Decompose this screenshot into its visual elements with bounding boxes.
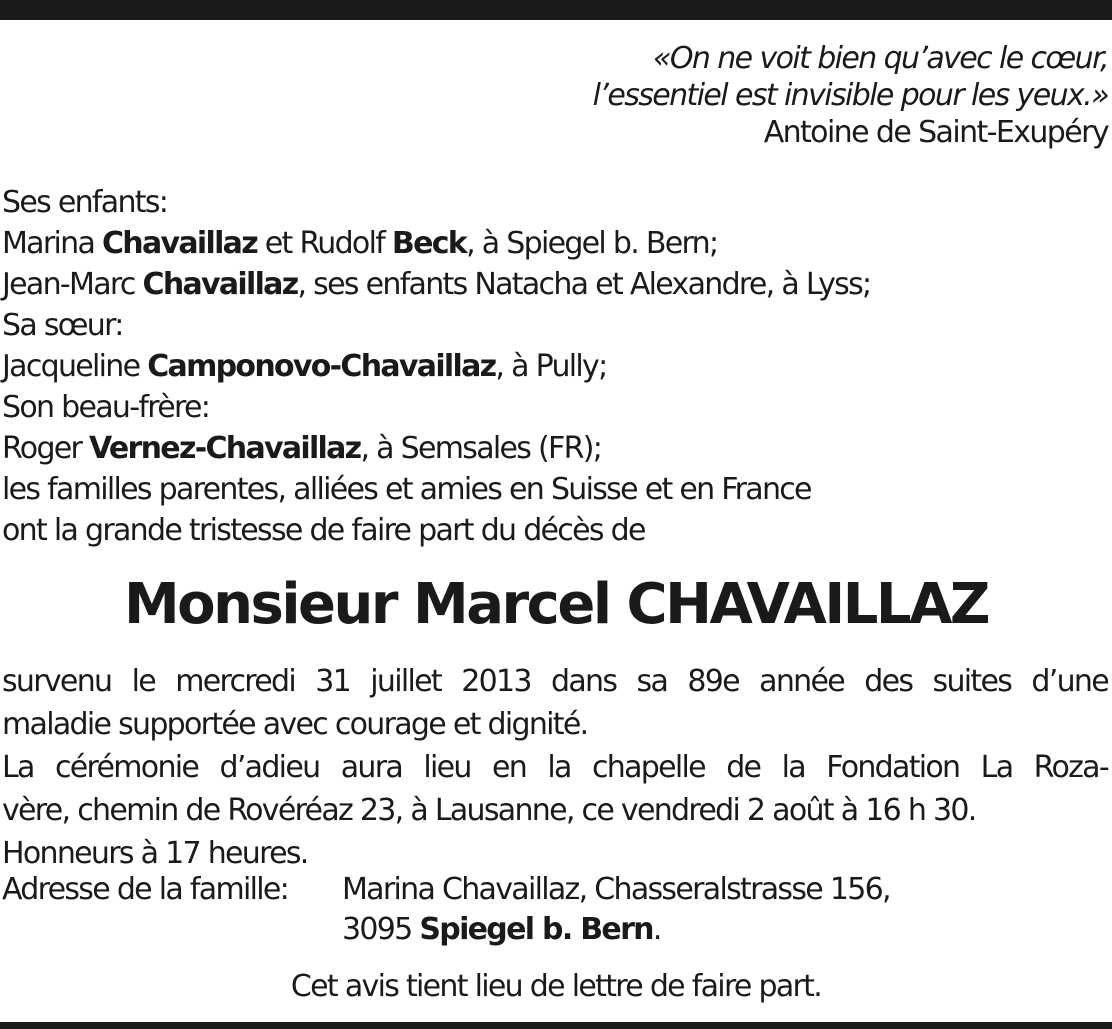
address-label: Adresse de la famille: — [2, 872, 289, 907]
location: , ses enfants Natacha et Alexandre, à Lyss; — [297, 267, 871, 302]
sister-heading: Sa sœur: — [2, 308, 123, 343]
city: Spiegel b. Bern — [419, 912, 653, 947]
child-2 — [2, 264, 870, 305]
first-name: Jean-Marc — [2, 267, 143, 302]
details-line-3: La cérémonie d’adieu aura lieu en la chapelle de la Fondation La Roza- — [2, 750, 1108, 785]
details-line-2: maladie supportée avec courage et dignité. — [2, 707, 588, 742]
family-list — [2, 182, 870, 551]
bottom-rule — [0, 1022, 1112, 1029]
address-line-2 — [342, 910, 661, 950]
address-end: . — [652, 912, 661, 947]
top-rule — [0, 0, 1112, 20]
details-line-5: Honneurs à 17 heures. — [2, 836, 308, 871]
closing-note: Cet avis tient lieu de lettre de faire part. — [290, 969, 822, 1004]
child-1 — [2, 223, 870, 264]
quote-author: Antoine de Saint-Exupéry — [763, 115, 1108, 150]
details-line-4: vère, chemin de Rovéréaz 23, à Lausanne, ce vendredi 2 août à 16 h 30. — [2, 793, 976, 828]
relatives-line: les familles parentes, alliées et amies en Suisse et en France — [2, 472, 811, 507]
first-name: Jacqueline — [2, 349, 148, 384]
quote-line-1: «On ne voit bien qu’avec le cœur, — [652, 41, 1108, 76]
brother-in-law-heading: Son beau-frère: — [2, 390, 210, 425]
brother-in-law — [2, 428, 870, 469]
surname: Vernez-Chavaillaz — [89, 431, 361, 466]
location: , à Pully; — [495, 349, 607, 384]
postcode: 3095 — [342, 912, 420, 947]
location: , à Spiegel b. Bern; — [466, 226, 718, 261]
first-name: Roger — [2, 431, 90, 466]
details-line-1: survenu le mercredi 31 juillet 2013 dans sa 89e année des suites d’une — [2, 664, 1108, 699]
surname: Beck — [391, 226, 467, 261]
location: , à Semsales (FR); — [360, 431, 602, 466]
deceased-name: Monsieur Marcel CHAVAILLAZ — [123, 572, 989, 637]
epigraph — [593, 40, 1108, 151]
announcement-line: ont la grande tristesse de faire part du décès de — [2, 513, 645, 548]
sister — [2, 346, 870, 387]
connector: et Rudolf — [256, 226, 392, 261]
surname: Chavaillaz — [101, 226, 257, 261]
details-block — [2, 660, 1108, 875]
address-line-1: Marina Chavaillaz, Chasseralstrasse 156, — [342, 872, 890, 907]
first-name: Marina — [2, 226, 102, 261]
quote-line-2: l’essentiel est invisible pour les yeux.» — [592, 78, 1108, 113]
surname: Chavaillaz — [142, 267, 298, 302]
children-heading: Ses enfants: — [2, 185, 168, 220]
surname: Camponovo-Chavaillaz — [147, 349, 496, 384]
